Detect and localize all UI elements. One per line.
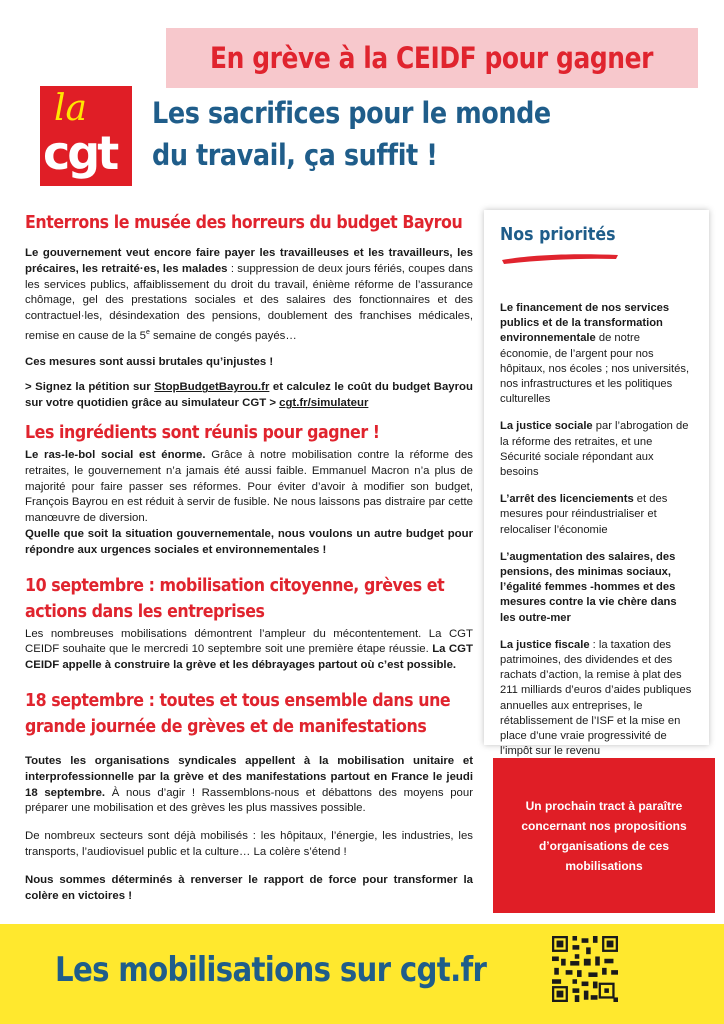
petition-link[interactable]: StopBudgetBayrou.fr [154, 381, 270, 394]
priorities-title: Nos priorités [500, 224, 616, 245]
priority-item-bold: La justice sociale [500, 420, 593, 433]
section1-p1-end: semaine de congés payés… [149, 329, 297, 342]
section3-p1-rest: Les nombreuses mobilisations démontrent l’ampleur du mécontentement. La CGT CEIDF souhaite que le mercredi 10 septembre soit une première étape réussie. [25, 627, 473, 656]
section4-title: 18 septembre : toutes et tous ensemble dans une grande journée de grèves et de manifestations [25, 689, 451, 737]
priority-item-bold: Le financement de nos services publics et de la transformation environnementale [500, 302, 670, 345]
section2-p2: Quelle que soit la situation gouvernementale, nous voulons un autre budget pour répondre aux urgences sociales et environnementales ! [25, 527, 473, 556]
priority-item-bold: La justice fiscale [500, 638, 590, 651]
section4-paragraph3 [25, 873, 473, 905]
section1-p2: Ces mesures sont aussi brutales qu’injustes ! [25, 355, 274, 368]
section1-p3-a: > Signez la pétition sur [25, 381, 155, 394]
section1-p1-bold: Le gouvernement veut encore faire payer les travailleuses et les travailleurs, les précaires, les retraité·es, les malades [25, 247, 473, 275]
next-tract-text: Un prochain tract à paraître concernant nos propositions d’organisations de ces mobilisations [521, 798, 687, 873]
section2-p1-rest: Grâce à notre mobilisation contre la réforme des retraites, le gouvernement n’a jamais été aussi faible. Emmanuel Macron n’a plus de majorité pour faire passer ses réformes. Pour éviter d’avoir à modifier son budget, François Bayrou en est réduit à servir de fusible. Ne nous laissons pas distraire par cette manœuvre de diversion. [25, 448, 473, 525]
priority-item-text: par l’abrogation de la réforme des retraites, et une Sécurité sociale répondant aux besoins [500, 420, 689, 479]
section1-paragraph2 [25, 355, 473, 371]
section2-paragraph2 [25, 527, 473, 559]
section3-paragraph1 [25, 627, 473, 674]
section4-p2: De nombreux secteurs sont déjà mobilisés : les hôpitaux, l’énergie, les industries, les transports, l’audiovisuel public et la culture… La colère s’étend ! [25, 830, 473, 858]
priority-item-text: de notre économie, de l’argent pour nos hôpitaux, nos écoles ; nos universités, nos infrastructures et les politiques culturelles [500, 332, 690, 406]
priority-item-bold: L’augmentation des salaires, des pensions, des minimas sociaux, l’égalité femmes -hommes et des mesures contre la vie chère dans les outre-mer [500, 550, 677, 624]
section1-p3-b: et calculez le coût du budget Bayrou sur votre quotidien grâce au simulateur CGT > [25, 381, 473, 410]
qr-code-icon[interactable] [552, 936, 618, 1002]
priority-item-text: : la taxation des patrimoines, des dividendes et des rachats d’action, la remise à plat des 211 milliards d’euros d’aides publiques annuelles aux entreprises, le rétablissement de l’ISF et la mise en place d’une vraie progressivité de l’impôt sur le revenu [500, 638, 692, 758]
priority-item [500, 419, 693, 480]
section4-paragraph1 [25, 754, 473, 817]
logo-la: la [54, 88, 87, 129]
next-tract-box [493, 758, 715, 913]
section4-p3: Nous sommes déterminés à renverser le rapport de force pour transformer la colère en victoires ! [25, 873, 473, 902]
banner-title: En grève à la CEIDF pour gagner [210, 41, 654, 75]
top-banner [166, 28, 698, 88]
priorities-sidebar [484, 210, 709, 758]
simulator-link[interactable]: cgt.fr/simulateur [279, 397, 369, 410]
priority-item [500, 638, 693, 760]
section2-paragraph1 [25, 448, 473, 527]
section3-title: 10 septembre : mobilisation citoyenne, grèves et actions dans les entreprises [25, 574, 445, 622]
cgt-logo [40, 86, 132, 186]
priority-item [500, 550, 693, 626]
section2-title: Les ingrédients sont réunis pour gagner ! [25, 421, 380, 443]
headline-line-2: du travail, ça suffit ! [152, 138, 438, 172]
headline-line-1: Les sacrifices pour le monde [152, 96, 551, 130]
priority-item [500, 492, 693, 538]
priorities-list [500, 301, 693, 759]
section4-paragraph2 [25, 829, 473, 861]
priority-item [500, 301, 693, 407]
section4-p1-rest: À nous d’agir ! Rassemblons-nous et débattons des moyens pour préparer une mobilisation et des grèves les plus massives possible. [25, 786, 473, 815]
footer [0, 924, 724, 1024]
section2-p1-bold: Le ras-le-bol social est énorme. [25, 448, 206, 461]
main-column [25, 210, 473, 904]
headline [152, 92, 712, 176]
section1-paragraph3 [25, 380, 473, 412]
logo-cgt: cgt [43, 126, 117, 180]
footer-link-text[interactable]: Les mobilisations sur cgt.fr [55, 950, 487, 990]
section1-title: Enterrons le musée des horreurs du budget Bayrou [25, 212, 463, 233]
priority-item-text: et des mesures pour réindustrialiser et relocaliser l’économie [500, 493, 668, 536]
section1-p1-sup: e [145, 328, 150, 336]
brush-stroke-icon [500, 251, 620, 265]
section1-paragraph1 [25, 246, 473, 345]
section1-p1-rest: : suppression de deux jours fériés, coupes dans les services publics, affaiblissement du droit du travail, énième réforme de l’assurance chômage, gel des prestations sociales et des salaires des fonctionnaires et des contractuel·les, désindexation des pensions, doublement des franchises médicales, remise en cause de la 5 [25, 262, 473, 342]
priority-item-bold: L’arrêt des licenciements [500, 493, 634, 506]
section3-p1-bold: La CGT CEIDF appelle à construire la grève et les débrayages partout où c’est possible. [25, 643, 473, 672]
section4-p1-bold: Toutes les organisations syndicales appellent à la mobilisation unitaire et interprofessionnelle par la grève et des manifestations partout en France le jeudi 18 septembre. [25, 754, 473, 799]
